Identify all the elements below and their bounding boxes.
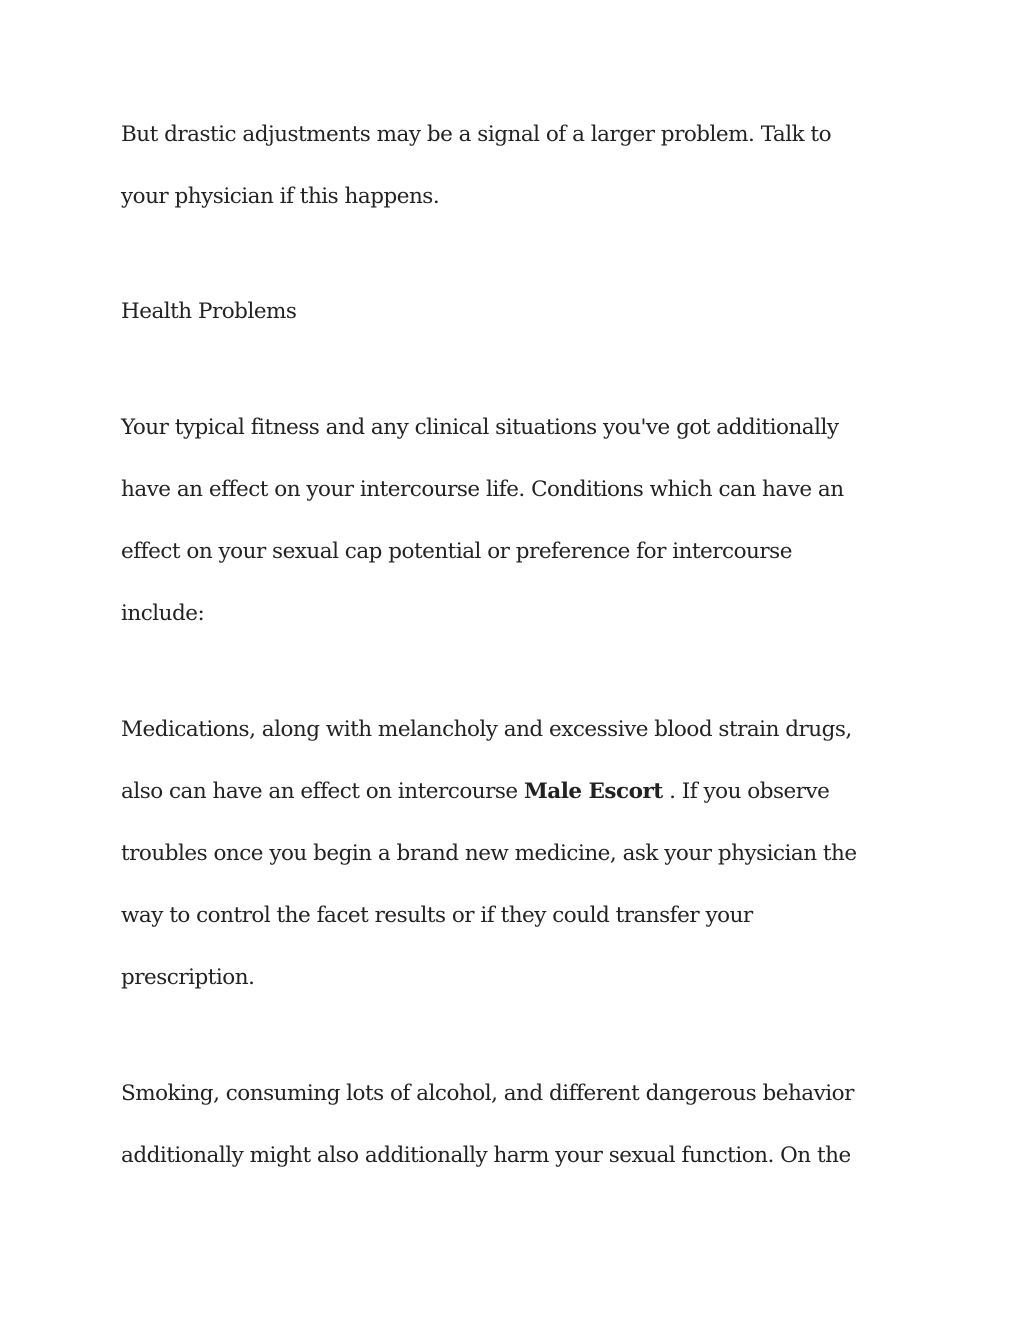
paragraph-3-line-4: way to control the facet results or if they could transfer your xyxy=(121,903,753,928)
paragraph-3-line-1: Medications, along with melancholy and excessive blood strain drugs, xyxy=(121,717,852,742)
paragraph-1-line-2: your physician if this happens. xyxy=(121,184,440,209)
paragraph-3-line-2-text-before: also can have an effect on intercourse xyxy=(121,779,524,804)
paragraph-4-line-2: additionally might also additionally harm your sexual function. On the xyxy=(121,1143,851,1168)
paragraph-2-line-3: effect on your sexual cap potential or preference for intercourse xyxy=(121,539,792,564)
section-heading: Health Problems xyxy=(121,299,297,324)
paragraph-3-line-2 xyxy=(121,778,921,806)
paragraph-4-line-1: Smoking, consuming lots of alcohol, and different dangerous behavior xyxy=(121,1081,854,1106)
paragraph-2-line-1: Your typical fitness and any clinical situations you've got additionally xyxy=(121,415,839,440)
male-escort-link[interactable]: Male Escort xyxy=(523,779,663,804)
paragraph-3-line-3: troubles once you begin a brand new medicine, ask your physician the xyxy=(121,841,857,866)
paragraph-3-line-2-text-after: . If you observe xyxy=(662,779,830,804)
paragraph-2-line-4: include: xyxy=(121,601,205,626)
paragraph-1-line-1: But drastic adjustments may be a signal of a larger problem. Talk to xyxy=(121,122,832,147)
paragraph-3-line-5: prescription. xyxy=(121,965,255,990)
paragraph-2-line-2: have an effect on your intercourse life. Conditions which can have an xyxy=(121,477,844,502)
